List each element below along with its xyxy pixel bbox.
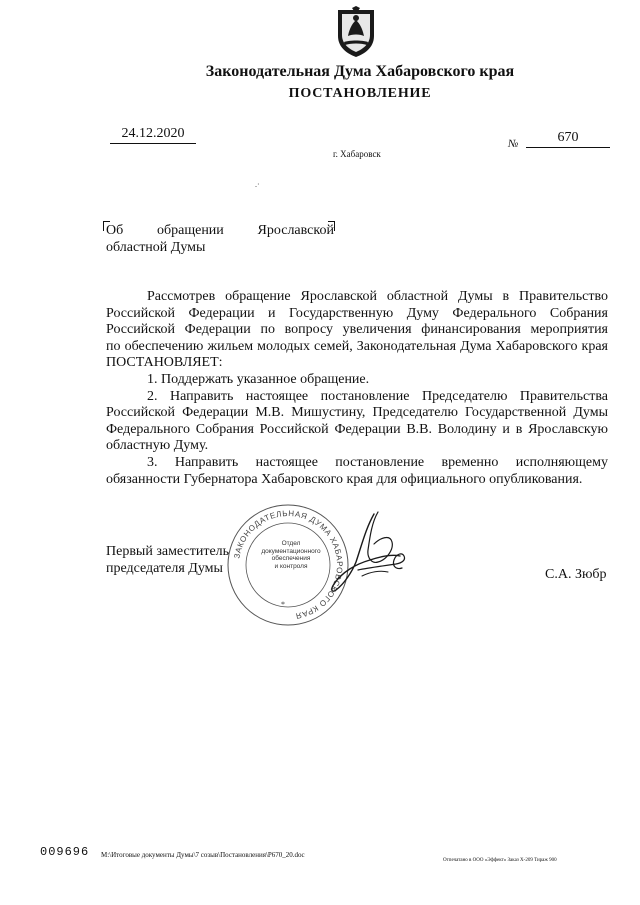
document-type: ПОСТАНОВЛЕНИЕ xyxy=(288,86,432,101)
document-city: г. Хабаровск xyxy=(333,149,381,159)
signatory-position xyxy=(106,543,229,577)
item-2-line: областную Думу. xyxy=(106,438,209,454)
coat-of-arms-emblem xyxy=(334,6,378,58)
resolves-line: ПОСТАНОВЛЯЕТ: xyxy=(106,355,223,371)
stamp-line: и контроля xyxy=(274,562,308,570)
handwritten-signature xyxy=(322,510,412,596)
item-3-line: 3. Направить настоящее постановление временно исполняющему xyxy=(147,454,608,470)
body-line: Российской Федерации и Государственную Думу Федерального Собрания xyxy=(106,305,608,321)
document-number: 670 xyxy=(526,130,610,148)
stamp-line: Отдел xyxy=(281,540,301,547)
file-path: M:\Итоговые документы Думы\7 созыв\Постановления\P670_20.doc xyxy=(101,851,305,859)
stamp-star: * xyxy=(281,600,285,609)
document-subject xyxy=(106,222,334,256)
item-2-line: Российской Федерации М.В. Мишустину, Председателю Государственной Думы xyxy=(106,405,608,421)
position-line-1: Первый заместитель xyxy=(106,544,230,559)
item-2-line: 2. Направить настоящее постановление Председателю Правительства xyxy=(147,388,608,404)
item-1: 1. Поддержать указанное обращение. xyxy=(147,371,370,387)
subject-line-2: областной Думы xyxy=(106,240,206,255)
stamp-inner-text xyxy=(261,540,321,570)
subject-line-1 xyxy=(106,222,334,239)
subject-word: Ярославской xyxy=(257,223,334,238)
registration-number: 009696 xyxy=(40,845,90,859)
document-body xyxy=(106,289,608,488)
printer-note: Отпечатано в ООО «Эффект» Заказ Х-209 Тираж 900 xyxy=(443,858,557,863)
signatory-name: С.А. Зюбр xyxy=(545,567,607,582)
item-2-line: Федерального Собрания Российской Федерации В.В. Володину и в Ярославскую xyxy=(106,421,608,437)
stamp-line: документационного xyxy=(261,547,321,555)
position-line-2: председателя Думы xyxy=(106,561,223,576)
body-line: Российской Федерации по вопросу увеличения финансирования мероприятия xyxy=(106,322,608,338)
body-line: по обеспечению жильем молодых семей, Законодательная Дума Хабаровского края xyxy=(106,338,608,354)
item-3-line: обязанности Губернатора Хабаровского края для официального опубликования. xyxy=(106,471,583,487)
subject-word: Об xyxy=(106,223,124,238)
stamp-ring-text: ЗАКОНОДАТЕЛЬНАЯ ДУМА ХАБАРОВСКОГО КРАЯ xyxy=(232,508,345,621)
organization-name: Законодательная Дума Хабаровского края xyxy=(205,63,515,80)
document-date: 24.12.2020 xyxy=(110,126,196,144)
body-line: Рассмотрев обращение Ярославской областной Думы в Правительство xyxy=(147,289,608,304)
number-sign: № xyxy=(508,138,519,150)
stamp-line: обеспечения xyxy=(271,555,311,562)
subject-word: обращении xyxy=(156,223,224,238)
scan-speck: .· xyxy=(255,180,260,189)
